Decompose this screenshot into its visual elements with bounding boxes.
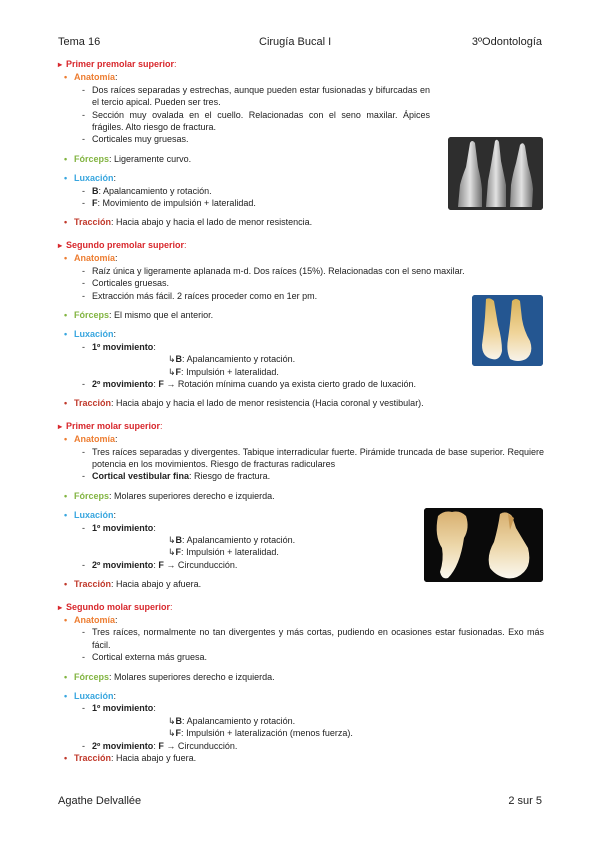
forceps-item: • Fórceps: Molares superiores derecho e izquierda. xyxy=(64,490,275,501)
footer-author: Agathe Delvallée xyxy=(58,795,142,807)
list-item: - Raíz única y ligeramente aplanada m-d. Dos raíces (15%). Relacionadas con el seno maxilar. xyxy=(82,265,465,276)
arrow-right-icon: ▸ xyxy=(58,602,63,612)
header-topic: Tema 16 xyxy=(58,36,101,48)
list-item: - Dos raíces separadas y estrechas, aunque pueden estar fusionadas y bifurcadas en el tercio apical. Pueden ser tres. xyxy=(82,84,430,108)
sub-item: ↳B: Apalancamiento y rotación. xyxy=(168,354,296,365)
section-title: ▸ Primer premolar superior: xyxy=(58,58,544,71)
traccion-item: • Tracción: Hacia abajo y hacia el lado de menor resistencia (Hacia coronal y vestibular). xyxy=(64,398,424,409)
sub-item: ↳F: Impulsión + lateralidad. xyxy=(168,366,279,377)
anatomia-item: • Anatomía: xyxy=(64,434,118,445)
tooth-photo-second-premolar xyxy=(472,295,543,366)
arrow-right-icon: ▸ xyxy=(58,240,63,250)
sub-item: ↳B: Apalancamiento y rotación. xyxy=(168,535,296,545)
list-item: - Sección muy ovalada en el cuello. Relacionadas con el seno maxilar. Ápices frágiles. Alto riesgo de fractura. xyxy=(82,109,430,133)
footer-page-number: 2 sur 5 xyxy=(508,795,542,807)
tooth-photo-first-molar xyxy=(424,508,543,582)
list-item: - F: Movimiento de impulsión + lateralidad. xyxy=(82,198,256,209)
list-item: - 2º movimiento: F → Circunducción. xyxy=(82,740,238,751)
tooth-photo-first-premolar xyxy=(448,137,543,210)
sub-item: ↳F: Impulsión + lateralización (menos fuerza). xyxy=(168,728,353,739)
page-header xyxy=(58,36,542,50)
traccion-item: • Tracción: Hacia abajo y fuera. xyxy=(64,753,197,764)
list-item: - 2º movimiento: F → Circunducción. xyxy=(82,559,238,570)
sub-item: ↳B: Apalancamiento y rotación. xyxy=(168,715,296,726)
anatomia-item: • Anatomía: xyxy=(64,253,118,264)
forceps-item: • Fórceps: Ligeramente curvo. xyxy=(64,153,192,164)
section-title: ▸ Segundo premolar superior: xyxy=(58,239,544,252)
traccion-item: • Tracción: Hacia abajo y hacia el lado de menor resistencia. xyxy=(64,217,313,228)
list-item: - Tres raíces, normalmente no tan divergentes y más cortas, pudiendo en ocasiones estar fusionadas. Exo más fácil. xyxy=(82,627,544,650)
luxacion-item: • Luxación: xyxy=(64,173,117,184)
list-item: - 1º movimiento: xyxy=(82,522,156,533)
list-item: - 2º movimiento: F → Rotación mínima cuando ya exista cierto grado de luxación. xyxy=(82,378,416,389)
list-item: - 1º movimiento: xyxy=(82,703,156,714)
arrow-right-icon: ▸ xyxy=(58,421,63,431)
list-item: - Cortical vestibular fina: Riesgo de fractura. xyxy=(82,471,271,482)
list-item: - Tres raíces separadas y divergentes. Tabique interradicular fuerte. Pirámide truncada de base superior. Requiere potencia en los movimientos. Riesgo de fracturas radiculares xyxy=(82,446,544,469)
header-year: 3ºOdontología xyxy=(471,36,542,48)
list-item: - 1º movimiento: xyxy=(82,341,156,352)
forceps-item: • Fórceps: El mismo que el anterior. xyxy=(64,309,214,320)
luxacion-item: • Luxación: xyxy=(64,329,117,340)
traccion-item: • Tracción: Hacia abajo y afuera. xyxy=(64,579,202,590)
anatomia-item: • Anatomía: xyxy=(64,615,118,626)
list-item: - Cortical externa más gruesa. xyxy=(82,652,208,663)
section-segundo-molar xyxy=(58,601,544,765)
list-item: - Corticales muy gruesas. xyxy=(82,134,189,145)
luxacion-item: • Luxación: xyxy=(64,510,117,521)
section-title: ▸ Primer molar superior: xyxy=(58,420,544,433)
list-item: - B: Apalancamiento y rotación. xyxy=(82,185,212,196)
list-item: - Corticales gruesas. xyxy=(82,278,170,289)
list-item: - Extracción más fácil. 2 raíces proceder como en 1er pm. xyxy=(82,290,318,301)
sub-item: ↳F: Impulsión + lateralidad. xyxy=(168,547,279,558)
section-title: ▸ Segundo molar superior: xyxy=(58,601,544,614)
anatomia-item: • Anatomía: xyxy=(64,72,118,83)
luxacion-item: • Luxación: xyxy=(64,691,117,702)
arrow-right-icon: ▸ xyxy=(58,60,63,69)
header-course: Cirugía Bucal I xyxy=(259,36,332,48)
page-footer xyxy=(58,795,542,809)
forceps-item: • Fórceps: Molares superiores derecho e izquierda. xyxy=(64,671,275,682)
